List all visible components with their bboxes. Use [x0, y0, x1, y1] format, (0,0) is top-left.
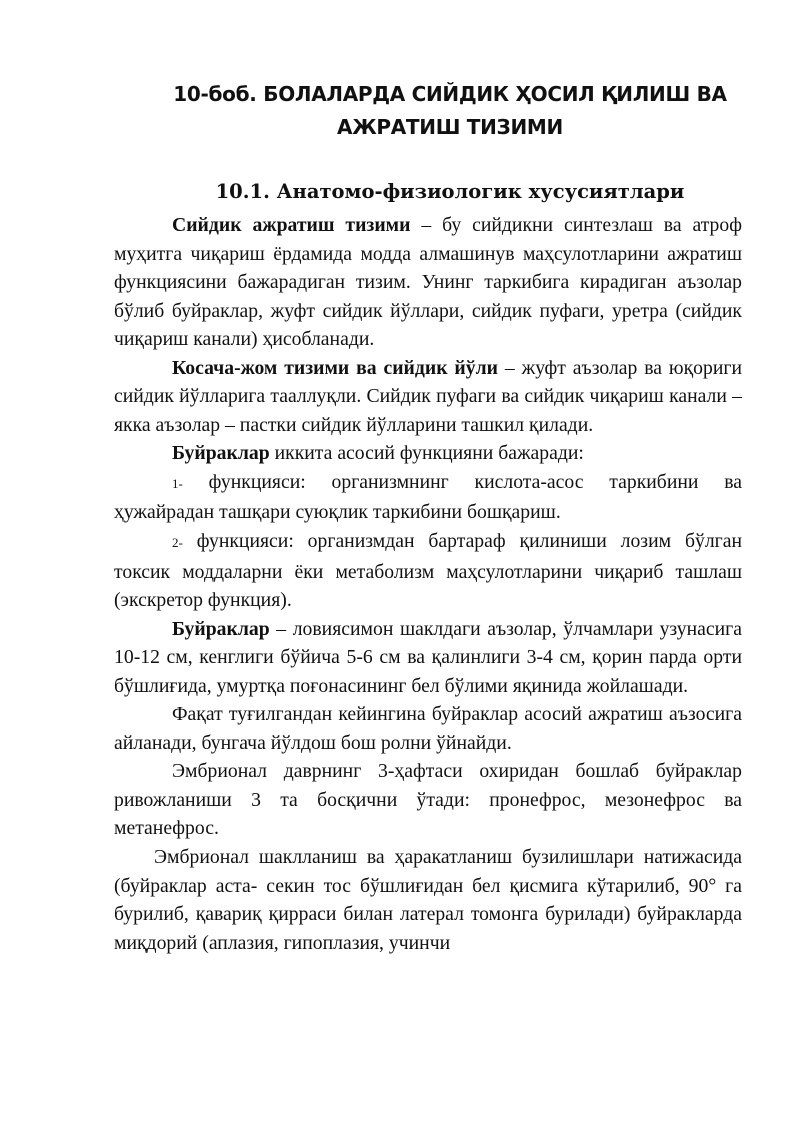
paragraph — [114, 615, 742, 701]
paragraph — [114, 439, 742, 468]
list-number: 2- — [172, 535, 183, 551]
paragraph — [114, 700, 742, 757]
section-title: 10.1. Анатомо-физиологик хусусиятлари — [215, 180, 685, 203]
paragraph — [114, 211, 742, 354]
paragraph-text: – жуфт аъзолар ва юқориги сийдик йўлларига тааллуқли. Сийдик пуфаги ва сийдик чиқариш канали – якка аъзолар – пастки сийдик йўлларини ташкил қилади. — [114, 356, 742, 436]
paragraph-text: – ловиясимон шаклдаги аъзолар, ўлчамлари узунасига 10-12 см, кенглиги бўйича 5-6 см ва қалинлиги 3-4 см, қорин парда орти бўшлиғида, умуртқа поғонасининг бел бўлими яқинида жойлашади. — [114, 617, 742, 697]
body-text — [114, 211, 742, 957]
term-bold: Буйраклар — [172, 442, 270, 465]
paragraph-text: – бу сийдикни синтезлаш ва атроф муҳитга чиқариш ёрдамида модда алмашинув маҳсулотларини ажратиш функциясини бажарадиган тизим. Унинг таркибига кирадиган аъзолар бўлиб буйраклар, жуфт сийдик йўллари, сийдик пуфаги, уретра (сийдик чиқариш канали) ҳисобланади. — [114, 214, 742, 351]
paragraph — [114, 843, 742, 957]
list-item — [114, 468, 742, 527]
paragraph — [114, 757, 742, 843]
paragraph-text: Фақат туғилгандан кейингина буйраклар асосий ажратиш аъзосига айланади, бунгача йўлдош бош ролни ўйнайди. — [114, 703, 742, 754]
chapter-title: 10-боб. БОЛАЛАРДА СИЙДИК ҲОСИЛ ҚИЛИШ ВА АЖРАТИШ ТИЗИМИ — [173, 82, 727, 139]
paragraph-text: Эмбрионал даврнинг 3-ҳафтаси охиридан бошлаб буйраклар ривожланиши 3 та босқични ўтади: пронефрос, мезонефрос ва метанефрос. — [114, 760, 742, 840]
paragraph-text: иккита асосий функцияни бажаради: — [269, 442, 584, 465]
paragraph-text: Эмбрионал шаклланиш ва ҳаракатланиш бузилишлари натижасида (буйраклар аста- секин тос бўшлиғидан бел қисмига кўтарилиб, 90° га бурилиб, қавариқ қирраси билан латерал томонга бурилади) буйракларда миқдорий (аплазия, гипоплазия, учинчи — [114, 846, 742, 954]
paragraph — [114, 354, 742, 440]
paragraph-text: функцияси: организмдан бартараф қилиниши лозим бўлган токсик моддаларни ёки метаболизм маҳсулотларини чиқариб ташлаш (экскретор функция). — [114, 530, 742, 612]
paragraph-text: функцияси: организмнинг кислота-асос таркибини ва ҳужайрадан ташқари суюқлик таркибини бошқариш. — [114, 470, 742, 524]
term-bold: Косача-жом тизими ва сийдик йўли — [172, 356, 498, 379]
list-item — [114, 527, 742, 615]
list-number: 1- — [172, 475, 183, 491]
term-bold: Буйраклар — [172, 617, 270, 640]
term-bold: Сийдик ажратиш тизими — [172, 214, 411, 236]
